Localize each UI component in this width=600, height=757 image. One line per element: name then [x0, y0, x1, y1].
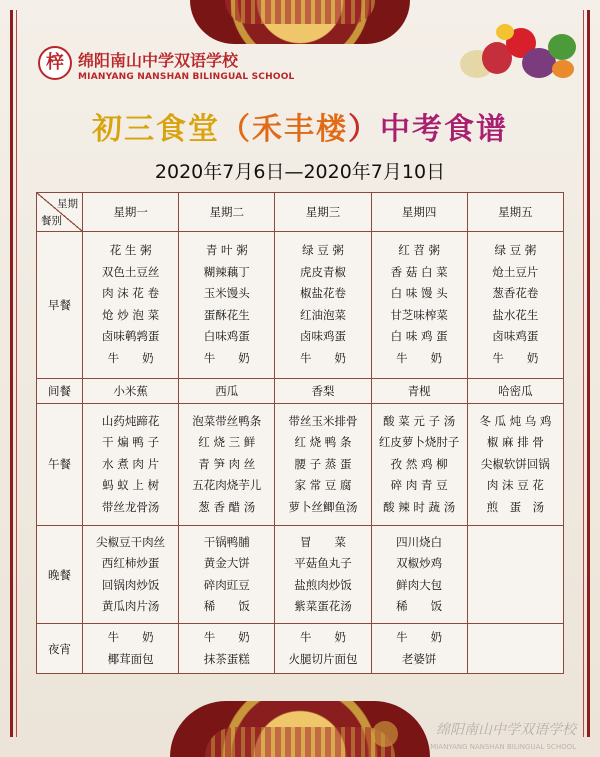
menu-cell — [83, 232, 179, 379]
title-part-building: 禾丰楼 — [252, 112, 348, 147]
day-header: 星期二 — [179, 193, 275, 232]
dish: 炝 炒 泡 菜 — [102, 307, 160, 322]
dish: 甘芝味榨菜 — [390, 307, 448, 322]
day-header: 星期四 — [371, 193, 467, 232]
dish: 五花肉烧芋儿 — [192, 478, 262, 493]
dish: 盐煎肉炒饭 — [294, 577, 352, 592]
dish: 卤味鹌鹑蛋 — [101, 329, 160, 344]
dish: 肉 沫 花 卷 — [102, 286, 160, 301]
dish: 椒 麻 排 骨 — [486, 435, 544, 450]
dish: 绿 豆 粥 — [302, 243, 344, 258]
dish: 抹茶蛋糕 — [203, 651, 250, 666]
dish: 火腿切片面包 — [288, 651, 358, 666]
menu-cell — [371, 526, 467, 624]
dish: 酸 菜 元 子 汤 — [383, 413, 456, 428]
dish: 蛋酥花生 — [203, 307, 250, 322]
dish: 白 味 馒 头 — [390, 286, 448, 301]
dish: 青 叶 粥 — [205, 243, 248, 258]
dish: 红 烧 鸭 条 — [294, 435, 352, 450]
menu-cell — [371, 232, 467, 379]
menu-cell — [179, 232, 275, 379]
dish: 双色土豆丝 — [101, 264, 160, 279]
menu-cell — [179, 526, 275, 624]
dish: 青 笋 肉 丝 — [198, 456, 256, 471]
dish: 孜 然 鸡 柳 — [390, 456, 448, 471]
dish: 绿 豆 粥 — [494, 243, 537, 258]
vegetable-basket-icon — [452, 20, 580, 90]
menu-cell: 西瓜 — [179, 378, 275, 403]
menu-cell: 小米蕉 — [83, 378, 179, 403]
day-header: 星期五 — [467, 193, 563, 232]
dish: 牛 奶 — [203, 350, 250, 365]
dish: 牛 奶 — [396, 350, 443, 365]
corner-day-label: 星期 — [57, 198, 78, 210]
dish: 虎皮青椒 — [299, 264, 346, 279]
dish: 牛 奶 — [107, 630, 154, 645]
date-range: 2020年7月6日—2020年7月10日 — [154, 161, 446, 183]
day-header: 星期一 — [83, 193, 179, 232]
meal-label: 午餐 — [37, 403, 83, 525]
dish: 稀 饭 — [203, 599, 250, 614]
menu-cell — [467, 232, 563, 379]
bottom-ornament-pattern — [205, 727, 395, 757]
dish: 水 煮 肉 片 — [102, 456, 160, 471]
dish: 老婆饼 — [401, 651, 437, 666]
table-row — [37, 403, 564, 525]
table-row — [37, 624, 564, 674]
dish: 糊辣藕丁 — [203, 264, 250, 279]
meal-label: 晚餐 — [37, 526, 83, 624]
menu-cell-empty — [467, 526, 563, 624]
table-row — [37, 378, 564, 403]
menu-cell — [371, 403, 467, 525]
dish: 碎肉豇豆 — [203, 577, 250, 592]
menu-cell: 香梨 — [275, 378, 371, 403]
dish: 稀 饭 — [396, 599, 443, 614]
dish: 牛 奶 — [107, 350, 154, 365]
dish: 卤味鸡蛋 — [492, 329, 539, 344]
menu-cell — [83, 624, 179, 674]
watermark-cn: 绵阳南山中学双语学校 — [436, 722, 576, 738]
dish: 红 苕 粥 — [398, 243, 441, 258]
dish: 煎 蛋 汤 — [486, 499, 545, 514]
dish: 带丝玉米排骨 — [288, 413, 358, 428]
dish: 红皮萝卜烧肘子 — [378, 435, 460, 450]
menu-cell — [275, 526, 371, 624]
header-row — [37, 193, 564, 232]
dish: 冬 瓜 炖 乌 鸡 — [479, 413, 552, 428]
dish: 腰 子 蒸 蛋 — [294, 456, 352, 471]
meal-label: 夜宵 — [37, 624, 83, 674]
dish: 尖椒豆干肉丝 — [96, 534, 166, 549]
title-part-menu: 中考食谱 — [380, 112, 508, 147]
menu-cell — [83, 403, 179, 525]
menu-cell — [275, 624, 371, 674]
dish: 带丝龙骨汤 — [101, 499, 160, 514]
title-part-paren-open: （ — [220, 112, 252, 147]
dish: 白味鸡蛋 — [203, 329, 250, 344]
dish: 鲜肉大包 — [396, 577, 443, 592]
menu-cell — [467, 403, 563, 525]
day-header: 星期三 — [275, 193, 371, 232]
page-title — [0, 104, 600, 148]
dish: 碎 肉 青 豆 — [390, 478, 448, 493]
watermark-logo-icon — [372, 721, 398, 747]
dish: 白 味 鸡 蛋 — [390, 329, 448, 344]
dish: 牛 奶 — [299, 350, 346, 365]
dish: 葱 香 醋 汤 — [198, 499, 256, 514]
dish: 香 菇 白 菜 — [390, 264, 448, 279]
watermark-en: MIANYANG NANSHAN BILINGUAL SCHOOL — [430, 743, 576, 751]
meal-label: 早餐 — [37, 232, 83, 379]
dish: 红油泡菜 — [299, 307, 346, 322]
dish: 红 烧 三 鲜 — [198, 435, 256, 450]
school-name-en: MIANYANG NANSHAN BILINGUAL SCHOOL — [78, 72, 295, 82]
dish: 花 生 粥 — [109, 243, 152, 258]
dish: 牛 奶 — [299, 630, 346, 645]
dish: 椰茸面包 — [107, 651, 154, 666]
dish: 家 常 豆 腐 — [294, 478, 352, 493]
dish: 西红柿炒蛋 — [101, 556, 160, 571]
dish: 萝卜丝鲫鱼汤 — [288, 499, 358, 514]
dish: 尖椒软饼回锅 — [480, 456, 550, 471]
dish: 盐水花生 — [492, 307, 539, 322]
menu-cell-empty — [467, 624, 563, 674]
dish: 蚂 蚁 上 树 — [102, 478, 160, 493]
dish: 双椒炒鸡 — [396, 556, 443, 571]
top-ornament-pattern — [225, 0, 375, 24]
dish: 紫菜蛋花汤 — [294, 599, 352, 614]
dish: 四川烧白 — [396, 534, 443, 549]
dish: 山药炖蹄花 — [101, 413, 160, 428]
table-row — [37, 526, 564, 624]
school-logo-icon: 梓 — [38, 46, 72, 80]
meal-label: 间餐 — [37, 378, 83, 403]
dish: 黄金大饼 — [203, 556, 250, 571]
menu-cell — [275, 403, 371, 525]
dish: 牛 奶 — [203, 630, 250, 645]
header-corner — [37, 193, 83, 232]
menu-cell: 哈密瓜 — [467, 378, 563, 403]
dish: 牛 奶 — [396, 630, 443, 645]
school-name-cn: 绵阳南山中学双语学校 — [78, 51, 239, 70]
dish: 干 煸 鸭 子 — [102, 435, 160, 450]
dish: 冒 菜 — [299, 534, 346, 549]
dish: 炝土豆片 — [492, 264, 539, 279]
dish: 肉 沫 豆 花 — [486, 478, 544, 493]
table-row — [37, 232, 564, 379]
title-part-canteen: 初三食堂 — [92, 112, 220, 147]
title-part-paren-close: ） — [348, 112, 380, 147]
menu-cell — [83, 526, 179, 624]
dish: 葱香花卷 — [492, 286, 539, 301]
dish: 椒盐花卷 — [299, 286, 346, 301]
dish: 干锅鸭脯 — [203, 534, 250, 549]
dish: 回锅肉炒饭 — [101, 577, 160, 592]
menu-table — [36, 192, 564, 674]
menu-cell — [179, 403, 275, 525]
menu-cell — [371, 624, 467, 674]
dish: 平菇鱼丸子 — [294, 556, 352, 571]
dish: 泡菜带丝鸭条 — [192, 413, 262, 428]
dish: 卤味鸡蛋 — [299, 329, 346, 344]
menu-cell — [275, 232, 371, 379]
corner-meal-label: 餐别 — [41, 215, 62, 227]
dish: 酸 辣 时 蔬 汤 — [383, 499, 456, 514]
dish: 黄瓜肉片汤 — [101, 599, 160, 614]
menu-cell — [179, 624, 275, 674]
dish: 玉米馒头 — [203, 286, 250, 301]
menu-cell: 青枧 — [371, 378, 467, 403]
dish: 牛 奶 — [492, 350, 539, 365]
